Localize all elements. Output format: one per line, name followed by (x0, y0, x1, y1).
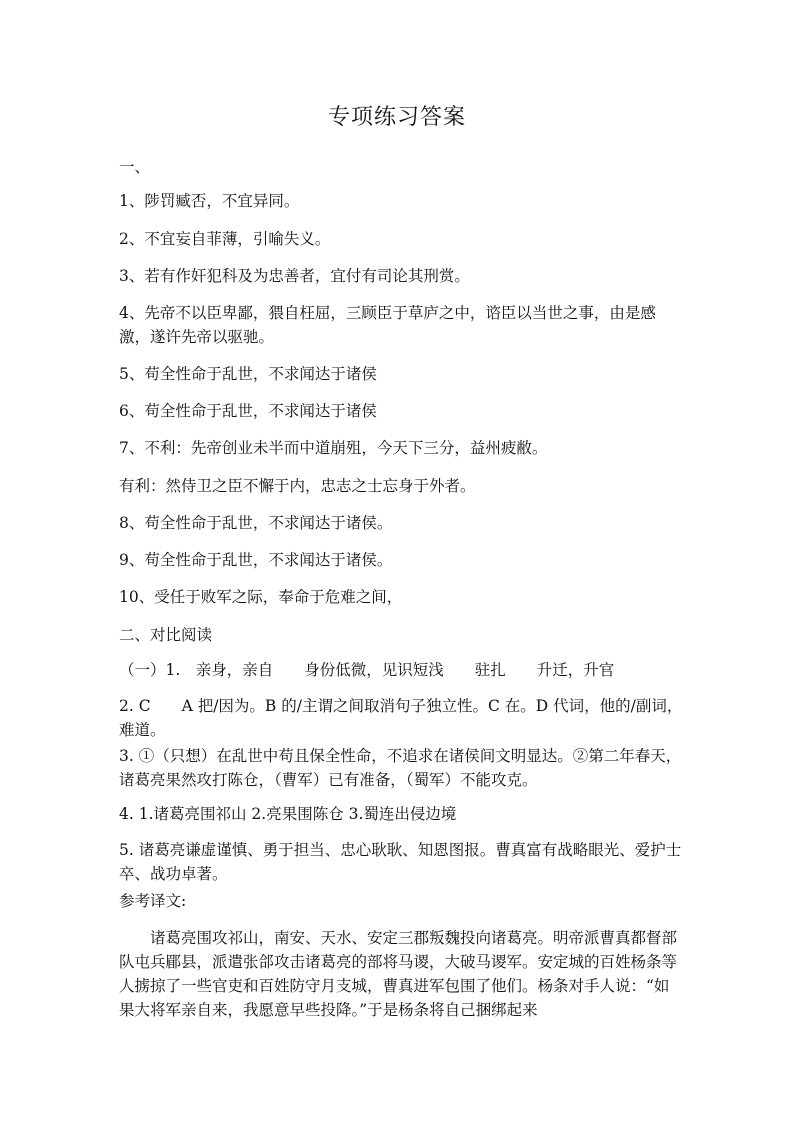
answer-item-7: 7、不利：先帝创业未半而中道崩殂，今天下三分，益州疲敝。 (119, 439, 548, 457)
page-title: 专项练习答案 (327, 105, 466, 130)
comparison-answer-5: 5. 诸葛亮谦虚谨慎、勇于担当、忠心耿耿、知恩图报。曹真富有战略眼光、爱护士卒、战功卓著。 (119, 841, 682, 883)
translation-paragraph: 诸葛亮围攻祁山，南安、天水、安定三郡叛魏投向诸葛亮。明帝派曹真都督部队屯兵郿县，派遣张郃攻击诸葛亮的部将马谡，大破马谡军。安定城的百姓杨条等人掳掠了一些官吏和百姓防守月支城，曹真进军包围了他们。杨条对手人说：“如果大将军亲自来，我愿意早些投降。”于是杨条将自己捆绑起来 (119, 929, 678, 1019)
answer-item-9: 9、苟全性命于乱世，不求闻达于诸侯。 (119, 551, 393, 569)
answer-item-8: 8、苟全性命于乱世，不求闻达于诸侯。 (119, 514, 393, 532)
section-heading-1: 一、 (119, 158, 151, 176)
comparison-answer-3: 3. ①（只想）在乱世中苟且保全性命，不追求在诸侯间文明显达。②第二年春天，诸葛亮果然攻打陈仓，（曹军）已有准备，（蜀军）不能攻克。 (119, 747, 682, 789)
answer-item-4: 4、先帝不以臣卑鄙，猥自枉屈，三顾臣于草庐之中，谘臣以当世之事，由是感激，遂许先帝以驱驰。 (119, 304, 656, 346)
section-heading-2: 二、对比阅读 (119, 626, 213, 644)
answer-item-10: 10、受任于败军之际，奉命于危难之间， (119, 588, 403, 606)
answer-item-1: 1、陟罚臧否，不宜异同。 (119, 192, 300, 210)
comparison-answer-1: （一）1. 亲身，亲自 身份低微，见识短浅 驻扎 升迁，升官 (119, 661, 615, 679)
answer-item-5: 5、苟全性命于乱世，不求闻达于诸侯 (119, 365, 377, 383)
answer-item-6: 6、苟全性命于乱世，不求闻达于诸侯 (119, 402, 377, 420)
answer-item-7-favorable: 有利：然侍卫之臣不懈于内，忠志之士忘身于外者。 (119, 477, 476, 495)
answer-item-2: 2、不宜妄自菲薄，引喻失义。 (119, 230, 331, 248)
answer-item-3: 3、若有作奸犯科及为忠善者，宜付有司论其刑赏。 (119, 267, 470, 285)
comparison-answer-2: 2. C A 把/因为。B 的/主谓之间取消句子独立性。C 在。D 代词，他的/副词，难道。 (119, 697, 683, 739)
translation-heading: 参考译文: (119, 892, 187, 910)
comparison-answer-4: 4. 1.诸葛亮围祁山 2.亮果围陈仓 3.蜀连出侵边境 (119, 805, 457, 823)
